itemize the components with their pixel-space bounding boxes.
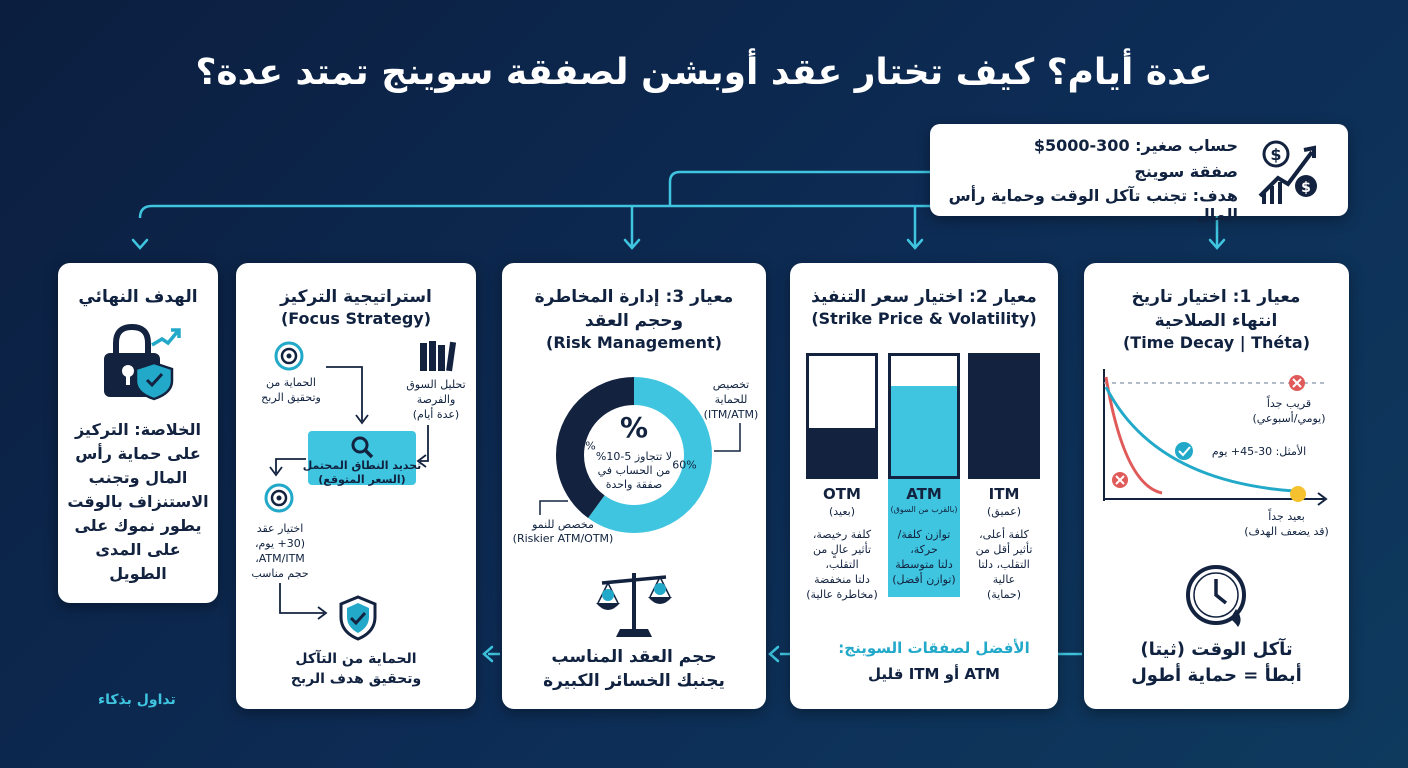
criterion3-card — [502, 263, 766, 709]
final-goal-card — [58, 263, 218, 603]
criterion1-bottom-line2: أبطأ = حماية أطول — [1131, 665, 1302, 686]
donut-center-line3: صفقة واحدة — [605, 478, 663, 491]
strike-bar-desc-itm-0: كلفة أعلى، — [979, 528, 1029, 541]
protect-profit-line2: وتحقيق الربح — [261, 391, 321, 404]
strike-bar-desc-atm-3: (توازن أفضل) — [892, 573, 956, 586]
strike-bar-desc-otm-3: دلتا منخفضة — [814, 573, 870, 586]
optimal-label: الأمثل: 30-45+ يوم — [1211, 445, 1307, 458]
protection-note-line2: للحماية — [714, 393, 748, 406]
strike-bar-desc-otm-4: (مخاطرة عالية) — [806, 588, 878, 601]
far-expiry-dot — [1290, 486, 1306, 502]
final-goal-line-1: على حماية رأس — [75, 444, 201, 463]
svg-text:$: $ — [1270, 145, 1282, 164]
criterion1-subtitle: (Time Decay | Théta) — [1122, 333, 1311, 352]
criterion1-card — [1084, 263, 1349, 709]
near-label-line2: (يومي/أسبوعي) — [1252, 412, 1326, 425]
criterion2-title: معيار 2: اختيار سعر التنفيذ — [811, 287, 1037, 307]
strike-bar-desc-atm-0: توازن كلفة/ — [897, 528, 951, 541]
choose-contract-line1: اختيار عقد — [256, 522, 304, 535]
market-analysis-line2: والفرصة — [416, 393, 456, 406]
choose-contract-line3: ATM/ITM، — [255, 552, 305, 565]
brand-label: تداول بذكاء — [98, 692, 176, 708]
growth-note-line1: مخصص للنمو — [532, 518, 594, 531]
strike-bar-desc-otm-1: تأثير عالٍ من — [812, 543, 872, 556]
criterion1-title: معيار 1: اختيار تاريخ انتهاء الصلاحية — [1131, 287, 1301, 331]
final-goal-line-3: الاستنزاف بالوقت — [67, 492, 209, 511]
donut-slice-label-0: 60% — [672, 458, 697, 472]
criterion3-bottom-line1: حجم العقد المناسب — [551, 647, 717, 667]
svg-text:$: $ — [1301, 180, 1311, 196]
target-icon-bottom — [264, 483, 294, 513]
header-line-account: حساب صغير: 300-5000$ — [1033, 136, 1238, 155]
criterion2-subtitle: (Strike Price & Volatility) — [811, 309, 1037, 328]
strike-bar-label-atm: ATM — [906, 485, 942, 503]
strike-bar-label-itm: ITM — [988, 485, 1020, 503]
fast-decay-x-icon — [1112, 472, 1128, 488]
optimal-check-icon — [1175, 442, 1193, 460]
strike-bar-desc-itm-3: عالية — [992, 573, 1016, 586]
clock-icon — [1182, 561, 1252, 631]
page-title: عدة أيام؟ كيف تختار عقد أوبشن لصفقة سوينج تمتد عدة؟ — [195, 52, 1213, 93]
final-goal-line-0: الخلاصة: التركيز — [74, 420, 202, 439]
donut-center-line1: لا تتجاوز 5-10% — [595, 450, 673, 463]
donut-note-leaders — [502, 263, 766, 563]
final-goal-line-5: على المدى — [95, 540, 181, 559]
choose-contract-line2: (30+ يوم، — [254, 537, 306, 550]
final-goal-line-2: المال وتجنب — [88, 468, 188, 487]
choose-contract-line4: حجم مناسب — [251, 567, 309, 580]
strike-bar-fill-itm — [971, 356, 1037, 476]
money-growth-icon — [1254, 136, 1324, 206]
focus-bottom-line2: وتحقيق هدف الربح — [290, 671, 422, 687]
strike-bar-desc-atm-2: دلتا متوسطة — [895, 558, 953, 571]
final-goal-line-6: الطويل — [109, 564, 167, 583]
criterion3-title-line2: وحجم العقد — [584, 311, 684, 331]
criterion3-bottom-line2: يجنبك الخسائر الكبيرة — [543, 671, 725, 691]
strike-bar-atm — [888, 353, 960, 479]
protection-note-line3: (ITM/ATM) — [703, 408, 759, 421]
criterion3-subtitle: (Risk Management) — [546, 333, 722, 352]
donut-center-line2: من الحساب في — [597, 464, 671, 477]
strike-bar-desc-otm-2: التقلب، — [825, 558, 859, 571]
shield-check-icon — [338, 595, 378, 641]
focus-title: استراتيجية التركيز — [280, 287, 432, 307]
protect-profit-line1: الحماية من — [266, 376, 316, 389]
focus-subtitle: (Focus Strategy) — [280, 309, 432, 328]
market-analysis-line1: تحليل السوق — [406, 378, 466, 391]
strike-bar-note-otm: (بعيد) — [828, 505, 856, 518]
focus-strategy-card — [236, 263, 476, 709]
range-box-line2: (السعر المتوقع) — [318, 473, 406, 486]
strike-bar-note-itm: (عميق) — [987, 505, 1021, 518]
strike-bar-label-otm: OTM — [823, 485, 861, 503]
protection-note-line1: تخصيص — [712, 378, 750, 391]
range-box-line1: تحديد النطاق المحتمل — [302, 459, 422, 472]
best-for-swing-value: ATM أو ITM قليل — [868, 665, 1000, 683]
header-line-swing: صفقة سوينج — [1134, 162, 1238, 181]
far-label-line2: (قد يضعف الهدف) — [1244, 525, 1329, 538]
strike-bar-itm — [968, 353, 1040, 479]
header-line-goal: هدف: تجنب تآكل الوقت وحماية رأس المال — [948, 186, 1238, 224]
far-label-line1: بعيد جداً — [1268, 510, 1305, 523]
criterion2-card — [790, 263, 1058, 709]
near-label-line1: قريب جداً — [1266, 397, 1312, 410]
final-goal-line-4: يطور نموك على — [74, 516, 202, 535]
strike-bar-otm — [806, 353, 878, 479]
donut-percent-symbol: % — [619, 411, 649, 444]
lock-shield-icon — [96, 319, 180, 403]
strike-bar-desc-itm-1: تأثير أقل من — [975, 543, 1033, 556]
donut-slice-label-1: 40% — [571, 439, 596, 453]
focus-bottom-line1: الحماية من التآكل — [295, 651, 417, 667]
near-x-icon — [1289, 375, 1305, 391]
criterion3-title-line1: معيار 3: إدارة المخاطرة — [534, 287, 734, 307]
strike-bar-note-atm: (بالقرب من السوق) — [890, 505, 958, 514]
strike-bar-desc-itm-2: التقلب، دلتا — [978, 558, 1030, 571]
strike-bar-fill-atm — [891, 386, 957, 476]
growth-note-line2: (Riskier ATM/OTM) — [512, 532, 614, 545]
magnifier-icon — [350, 435, 374, 459]
criterion1-bottom-line1: تآكل الوقت (ثيتا) — [1140, 639, 1293, 660]
best-for-swing-label: الأفضل لصفقات السوينج: — [838, 639, 1030, 657]
final-goal-title: الهدف النهائي — [78, 287, 198, 307]
market-analysis-line3: (عدة أيام) — [412, 408, 460, 421]
strike-bar-desc-otm-0: كلفة رخيصة، — [812, 528, 872, 541]
strike-bar-desc-itm-4: (حماية) — [986, 588, 1022, 601]
strike-bar-desc-atm-1: حركة، — [910, 543, 938, 556]
strike-bar-fill-otm — [809, 428, 875, 476]
balance-scale-icon — [594, 565, 674, 641]
header-box — [930, 124, 1348, 224]
